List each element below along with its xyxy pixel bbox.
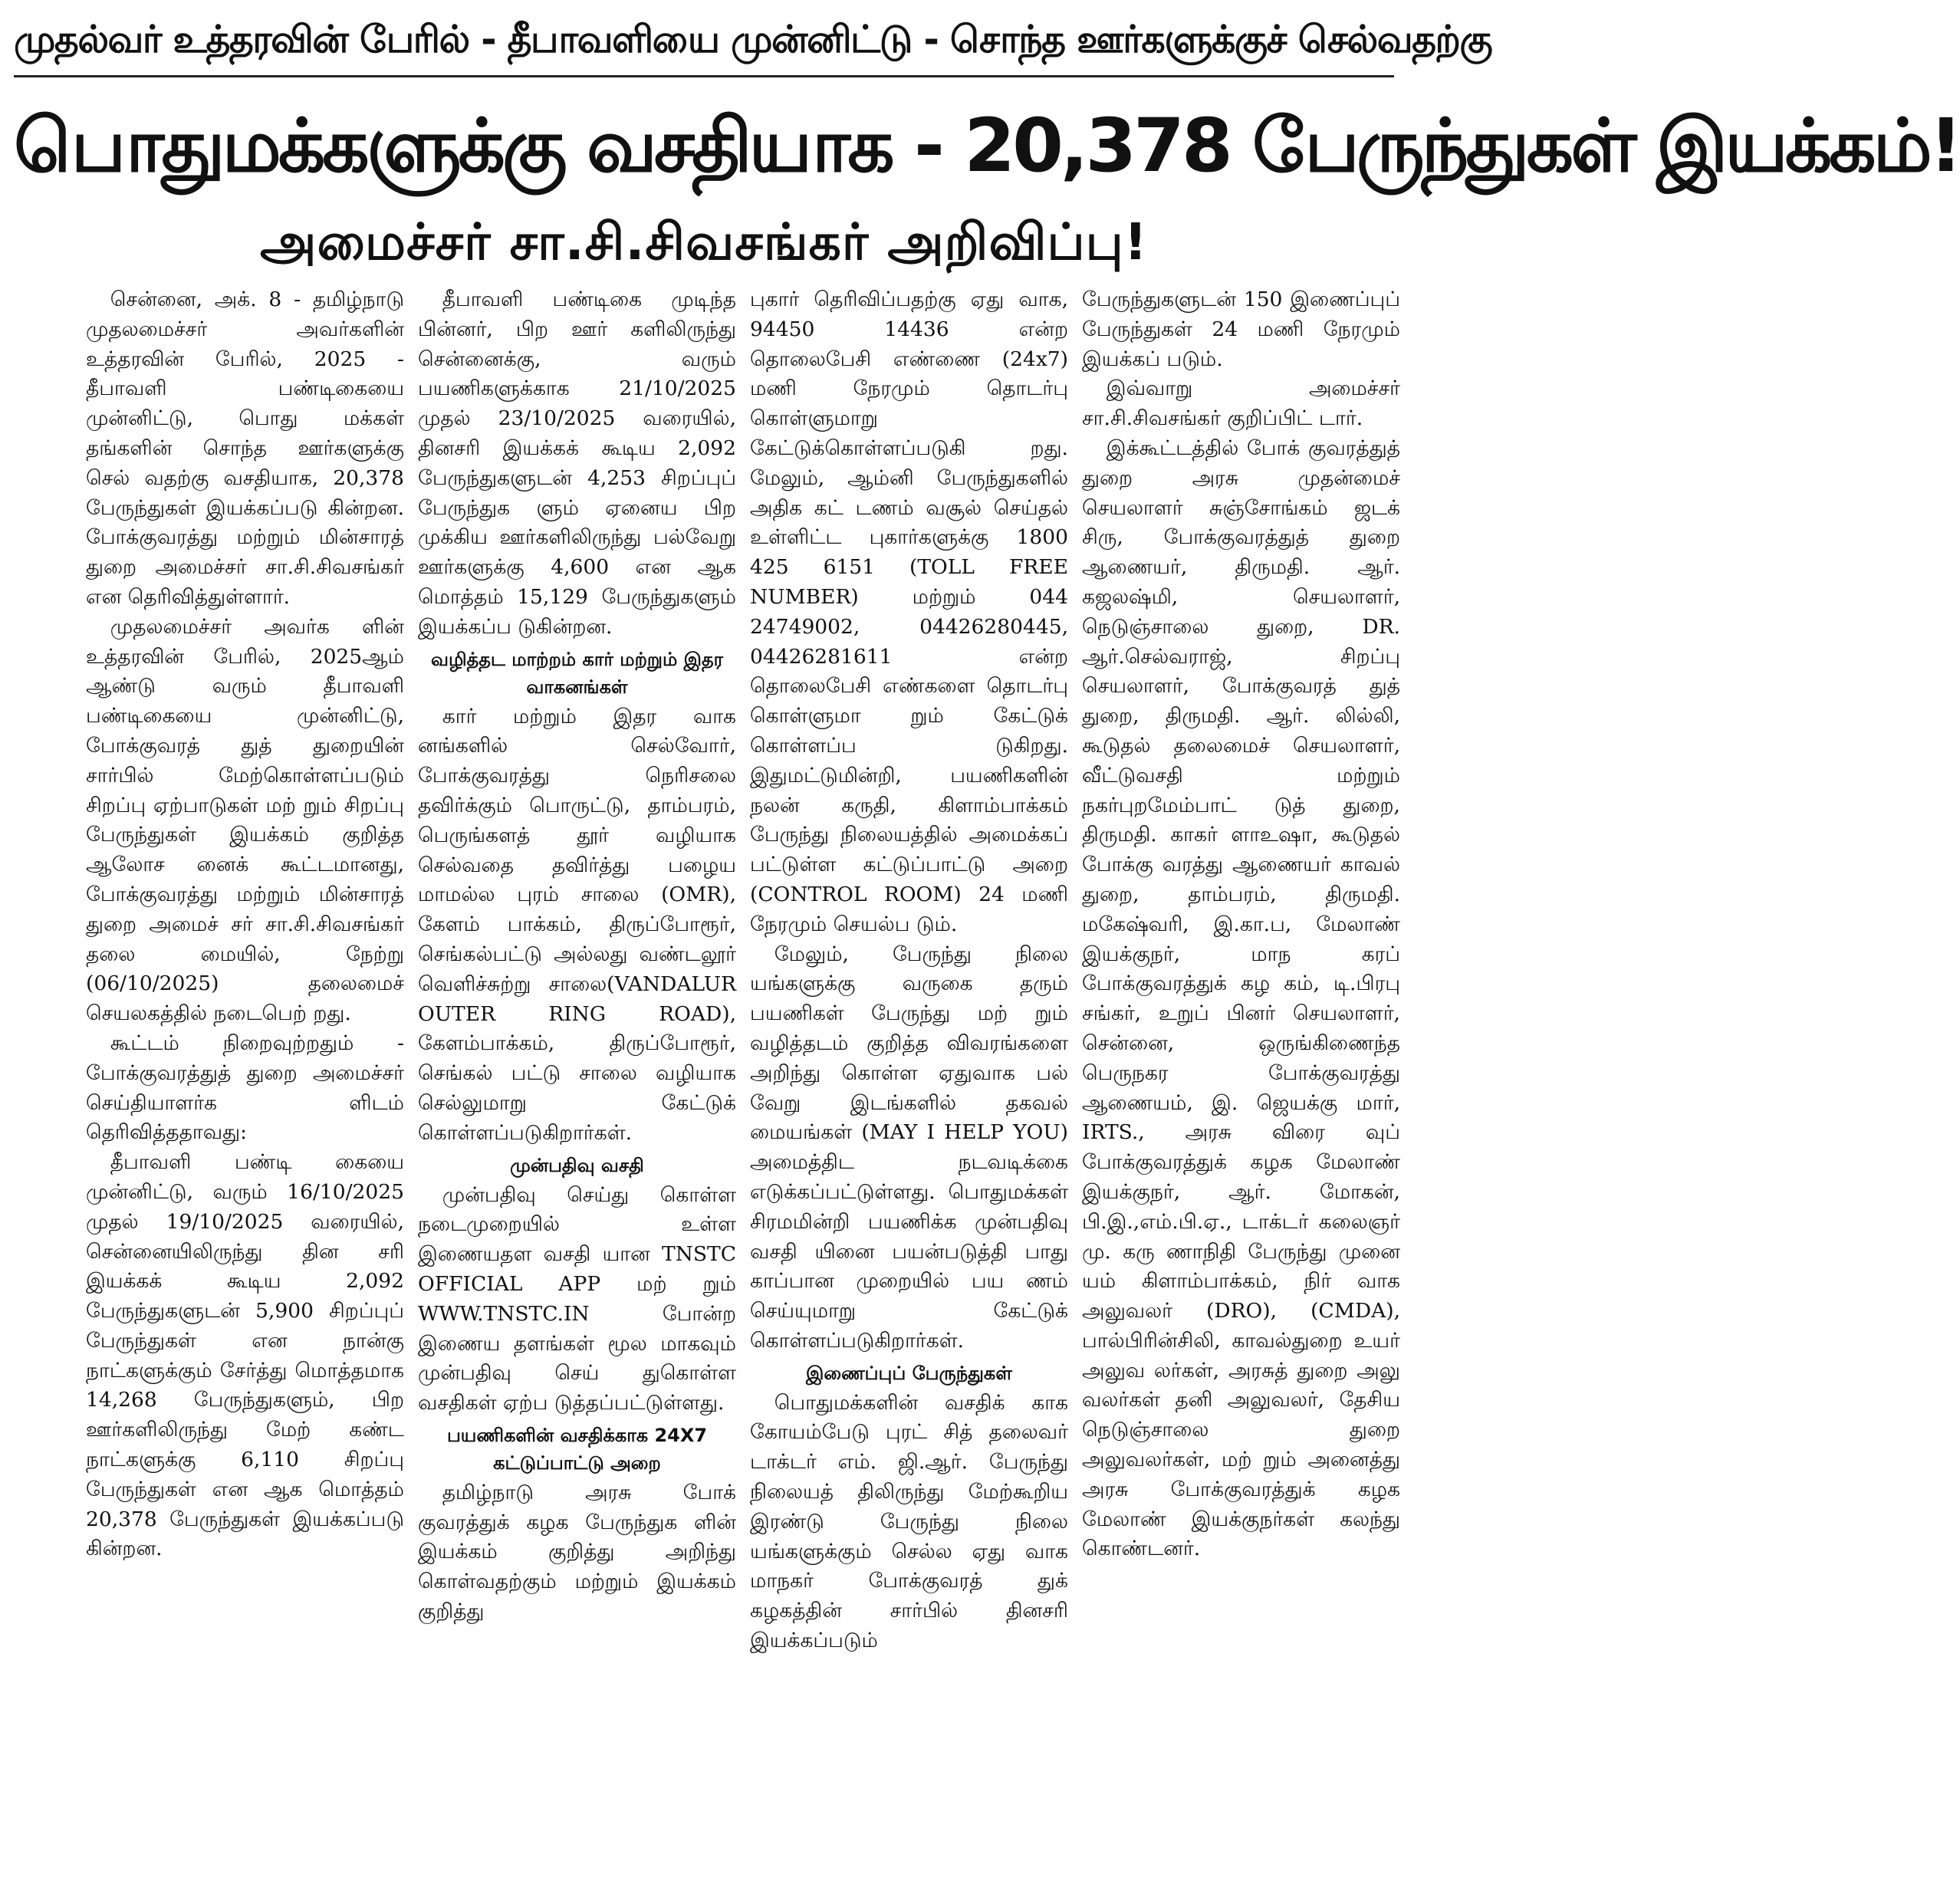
paragraph: பேருந்துகளுடன் 150 இணைப்புப் பேருந்துகள் 24 மணி நேரமும் இயக்கப் படும். (1082, 288, 1400, 371)
paragraph: புகார் தெரிவிப்பதற்கு ஏது வாக, 94450 14436 என்ற தொலைபேசி எண்ணை (24x7) மணி நேரமும் தொடர்பு கொள்ளுமாறு கேட்டுக்கொள்ளப்படுகி றது. மேலும், ஆம்னி பேருந்துகளில் அதிக கட் டணம் வசூல் செய்தல் உள்ளிட்ட புகார்களுக்கு 1800 425 6151 (TOLL FREE NUMBER) மற்றும் 044 24749002, 04426280445, 04426281611 என்ற தொலைபேசி எண்களை தொடர்பு கொள்ளுமா றும் கேட்டுக் கொள்ளப்ப டுகிறது. இதுமட்டுமின்றி, பயணிகளின் நலன் கருதி, கிளாம்பாக்கம் பேருந்து நிலையத்தில் அமைக்கப் பட்டுள்ள கட்டுப்பாட்டு அறை (CONTROL ROOM) 24 மணி நேரமும் செயல்ப டும். (750, 288, 1068, 936)
paragraph: தீபாவளி பண்டி கையை முன்னிட்டு, வரும் 16/10/2025 முதல் 19/10/2025 வரையில், சென்னையிலிருந்து தின சரி இயக்கக் கூடிய 2,092 பேருந்துகளுடன் 5,900 சிறப்புப் பேருந்துகள் என நான்கு நாட்களுக்கும் சேர்த்து மொத்தமாக 14,268 பேருந்துகளும், பிற ஊர்களிலிருந்து மேற் கண்ட நாட்களுக்கு 6,110 சிறப்பு பேருந்துகள் என ஆக மொத்தம் 20,378 பேருந்துகள் இயக்கப்படு கின்றன. (86, 1150, 404, 1561)
paragraph: கூட்டம் நிறைவுற்றதும் - போக்குவரத்துத் துறை அமைச்சர் செய்தியாளர்க ளிடம் தெரிவித்ததாவது: (86, 1031, 404, 1145)
section-heading: இணைப்புப் பேருந்துகள் (806, 1362, 1012, 1384)
paragraph: சென்னை, அக். 8 - தமிழ்நாடு முதலமைச்சர் அவர்களின் உத்தரவின் பேரில், 2025 - தீபாவளி பண்டிகையை முன்னிட்டு, பொது மக்கள் தங்களின் சொந்த ஊர்களுக்கு செல் வதற்கு வசதியாக, 20,378 பேருந்துகள் இயக்கப்படு கின்றன. போக்குவரத்து மற்றும் மின்சாரத் துறை அமைச்சர் சா.சி.சிவசங்கர் என தெரிவித்துள்ளார். (86, 288, 404, 609)
paragraph: தீபாவளி பண்டிகை முடிந்த பின்னர், பிற ஊர் களிலிருந்து சென்னைக்கு, வரும் பயணிகளுக்காக 21/10/2025 முதல் 23/10/2025 வரையில், தினசரி இயக்கக் கூடிய 2,092 பேருந்துகளுடன் 4,253 சிறப்புப் பேருந்துக ளும் ஏனைய பிற முக்கிய ஊர்களிலிருந்து பல்வேறு ஊர்களுக்கு 4,600 என ஆக மொத்தம் 15,129 பேருந்துகளும் இயக்கப்ப டுகின்றன. (418, 288, 736, 639)
paragraph: பொதுமக்களின் வசதிக் காக கோயம்பேடு புரட் சித் தலைவர் டாக்டர் எம். ஜி.ஆர். பேருந்து நிலையத் திலிருந்து மேற்கூறிய இரண்டு பேருந்து நிலை யங்களுக்கும் செல்ல ஏது வாக மாநகர் போக்குவரத் துக் கழகத்தின் சார்பில் தினசரி இயக்கப்படும் (750, 1390, 1068, 1653)
paragraph: கார் மற்றும் இதர வாக னங்களில் செல்வோர், போக்குவரத்து நெரிசலை தவிர்க்கும் பொருட்டு, தாம்பரம், பெருங்களத் தூர் வழியாக செல்வதை தவிர்த்து பழைய மாமல்ல புரம் சாலை (OMR), கேளம் பாக்கம், திருப்போரூர், செங்கல்பட்டு அல்லது வண்டலூர் வெளிச்சுற்று சாலை(VANDALUR OUTER RING ROAD), கேளம்பாக்கம், திருப்போரூர், செங்கல் பட்டு சாலை வழியாக செல்லுமாறு கேட்டுக் கொள்ளப்படுகிறார்கள். (418, 704, 736, 1145)
paragraph: இவ்வாறு அமைச்சர் சா.சி.சிவசங்கர் குறிப்பிட் டார். (1082, 376, 1400, 431)
divider-rule (14, 75, 1394, 77)
subheadline: அமைச்சர் சா.சி.சிவசங்கர் அறிவிப்பு! (260, 212, 1148, 271)
paragraph: தமிழ்நாடு அரசு போக் குவரத்துக் கழக பேருந்துக ளின் இயக்கம் குறித்து அறிந்து கொள்வதற்கும் மற்றும் இயக்கம் குறித்து (418, 1480, 736, 1624)
paragraph: இக்கூட்டத்தில் போக் குவரத்துத் துறை அரசு முதன்மைச் செயலாளர் சுஞ்சோங்கம் ஜடக் சிரு, போக்குவரத்துத் துறை ஆணையர், திருமதி. ஆர். கஜலஷ்மி, செயலாளர், நெடுஞ்சாலை துறை, DR. ஆர்.செல்வராஜ், சிறப்பு செயலாளர், போக்குவரத் துத் துறை, திருமதி. ஆர். லில்லி, கூடுதல் தலைமைச் செயலாளர், வீட்டுவசதி மற்றும் நகர்புறமேம்பாட் டுத் துறை, திருமதி. காகர் ளாஉஷா, கூடுதல் போக்கு வரத்து ஆணையர் காவல் துறை, தாம்பரம், திருமதி. மகேஷ்வரி, இ.கா.ப, மேலாண் இயக்குநர், மாந கரப் போக்குவரத்துக் கழ கம், டி.பிரபு சங்கர், உறுப் பினர் செயலாளர், சென்னை, ஒருங்கிணைந்த பெருநகர போக்குவரத்து ஆணையம், இ. ஜெயக்கு மார், IRTS., அரசு விரை வுப் போக்குவரத்துக் கழக மேலாண் இயக்குநர், ஆர். மோகன், பி.இ.,எம்.பி.ஏ., டாக்டர் கலைஞர் மு. கரு ணாநிதி பேருந்து முனை யம் கிளாம்பாக்கம், நிர் வாக அலுவலர் (DRO), (CMDA), பால்பிரின்சிலி, காவல்துறை உயர் அலுவ லர்கள், அரசுத் துறை அலு வலர்கள் தனி அலுவலர், தேசிய நெடுஞ்சாலை துறை அலுவலர்கள், மற் றும் அனைத்து அரசு போக்குவரத்துக் கழக மேலாண் இயக்குநர்கள் கலந்து கொண்டனர். (1082, 436, 1400, 1561)
paragraph: முதலமைச்சர் அவர்க ளின் உத்தரவின் பேரில், 2025ஆம் ஆண்டு வரும் தீபாவளி பண்டிகையை முன்னிட்டு, போக்குவரத் துத் துறையின் சார்பில் மேற்கொள்ளப்படும் சிறப்பு ஏற்பாடுகள் மற் றும் சிறப்பு பேருந்துகள் இயக்கம் குறித்த ஆலோச னைக் கூட்டமானது, போக்குவரத்து மற்றும் மின்சாரத் துறை அமைச் சர் சா.சி.சிவசங்கர் தலை மையில், நேற்று (06/10/2025) தலைமைச் செயலகத்தில் நடைபெற் றது. (86, 614, 404, 1026)
paragraph: முன்பதிவு செய்து கொள்ள நடைமுறையில் உள்ள இணையதள வசதி யான TNSTC OFFICIAL APP மற் றும் WWW.TNSTC.IN போன்ற இணைய தளங்கள் மூல மாகவும் முன்பதிவு செய் துகொள்ள வசதிகள் ஏற்ப டுத்தப்பட்டுள்ளது. (418, 1182, 736, 1415)
column-3 (750, 285, 1068, 1891)
paragraph: மேலும், பேருந்து நிலை யங்களுக்கு வருகை தரும் பயணிகள் பேருந்து மற் றும் வழித்தடம் குறித்த விவரங்களை அறிந்து கொள்ள ஏதுவாக பல் வேறு இடங்களில் தகவல் மையங்கள் (MAY I HELP YOU) அமைத்திட நடவடிக்கை எடுக்கப்பட்டுள்ளது. பொதுமக்கள் சிரமமின்றி பயணிக்க முன்பதிவு வசதி யினை பயன்படுத்தி பாது காப்பான முறையில் பய ணம் செய்யுமாறு கேட்டுக் கொள்ளப்படுகிறார்கள். (750, 942, 1068, 1353)
section-heading: முன்பதிவு வசதி (510, 1154, 644, 1176)
column-4 (1082, 285, 1400, 1891)
kicker-line: முதல்வர் உத்தரவின் பேரில் - தீபாவளியை முன்னிட்டு - சொந்த ஊர்களுக்குச் செல்வதற்கு (14, 18, 1492, 61)
column-1 (86, 285, 404, 1891)
article-body (86, 285, 1402, 1891)
headline: பொதுமக்களுக்கு வசதியாக - 20,378 பேருந்துகள் இயக்கம்! (14, 103, 1960, 189)
column-2 (418, 285, 736, 1891)
section-heading: பயணிகளின் வசதிக்காக 24X7 கட்டுப்பாட்டு அறை (446, 1424, 708, 1474)
section-heading: வழித்தட மாற்றம் கார் மற்றும் இதர வாகனங்கள் (430, 648, 724, 698)
